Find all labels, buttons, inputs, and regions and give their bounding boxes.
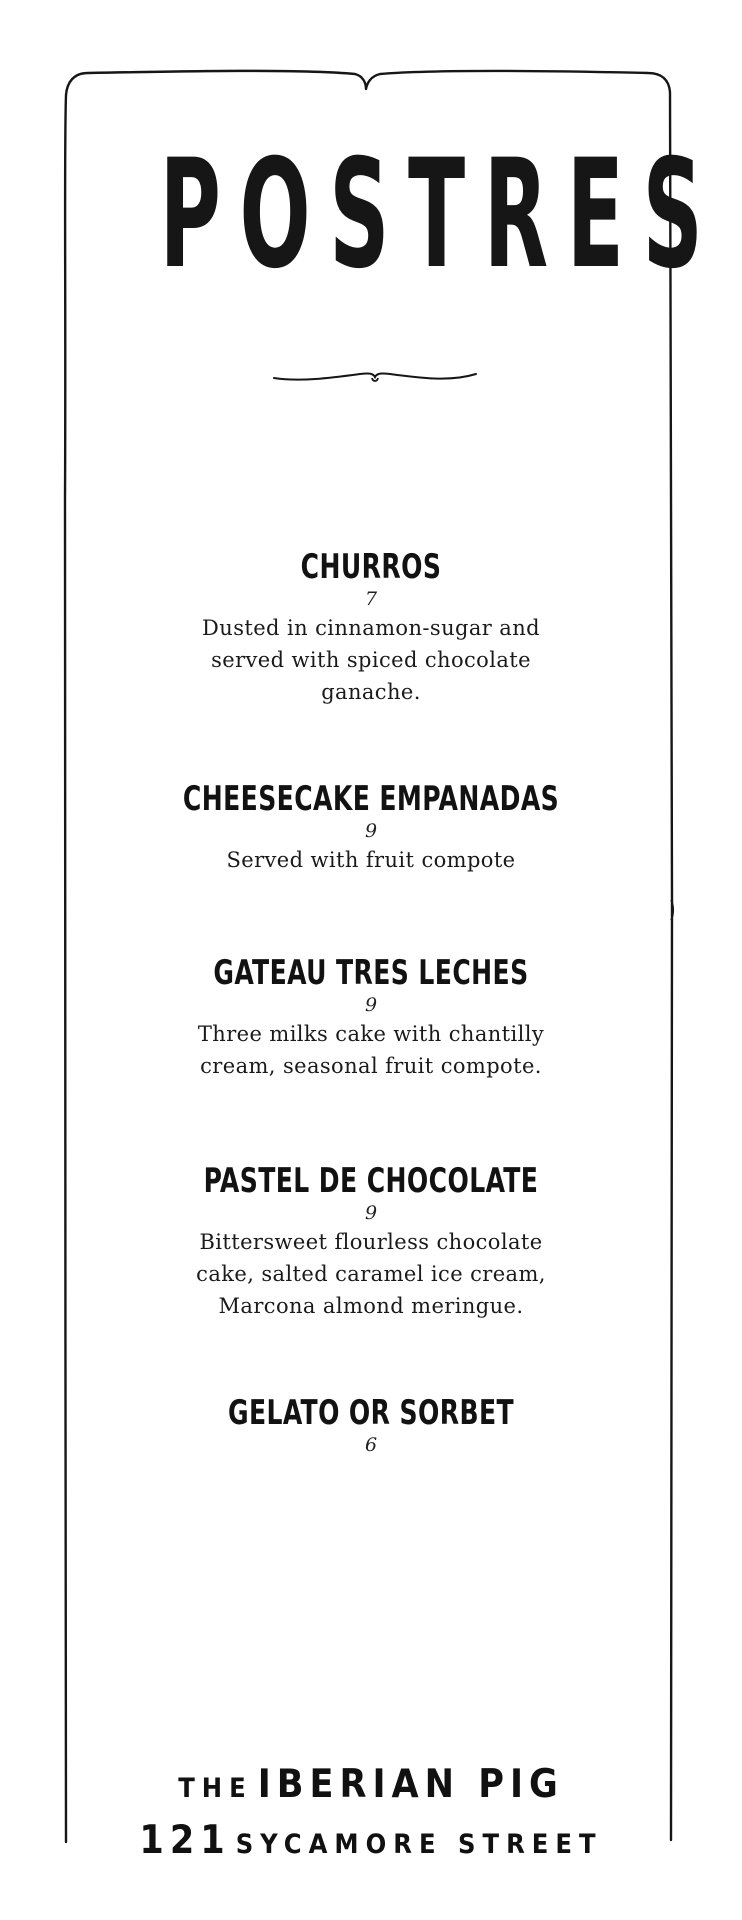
footer-the: THE xyxy=(178,1773,253,1804)
menu-item-churros xyxy=(95,548,647,708)
menu-title: POSTRES xyxy=(159,128,722,302)
footer-street-name: SYCAMORE STREET xyxy=(235,1829,603,1860)
item-description: Three milks cake with chantilly cream, seasonal fruit compote. xyxy=(197,1022,545,1078)
menu-item-pastel-de-chocolate xyxy=(95,1162,647,1322)
footer-restaurant-name xyxy=(0,1762,742,1807)
item-description: Dusted in cinnamon-sugar and served with spiced chocolate ganache. xyxy=(202,616,540,704)
item-name: CHEESECAKE EMPANADAS xyxy=(182,779,560,819)
item-description: Bittersweet flourless chocolate cake, salted caramel ice cream, Marcona almond meringue. xyxy=(196,1230,546,1318)
item-price: 9 xyxy=(364,1202,378,1224)
item-name: GATEAU TRES LECHES xyxy=(213,953,529,993)
item-price: 9 xyxy=(364,820,378,842)
item-name: CHURROS xyxy=(300,547,442,587)
item-name: GELATO OR SORBET xyxy=(227,1393,515,1433)
item-price: 6 xyxy=(364,1434,378,1456)
item-price: 9 xyxy=(364,994,378,1016)
menu-item-cheesecake-empanadas xyxy=(95,780,647,876)
item-price: 7 xyxy=(364,588,378,610)
footer-address xyxy=(0,1818,742,1863)
title-flourish-divider xyxy=(270,360,480,388)
item-description: Served with fruit compote xyxy=(226,848,516,872)
footer-restaurant: IBERIAN PIG xyxy=(257,1762,564,1807)
dessert-list xyxy=(95,548,647,1458)
item-name: PASTEL DE CHOCOLATE xyxy=(203,1161,539,1201)
menu-item-gateau-tres-leches xyxy=(95,954,647,1082)
footer-street-number: 121 xyxy=(139,1818,231,1863)
menu-item-gelato-or-sorbet xyxy=(95,1394,647,1458)
